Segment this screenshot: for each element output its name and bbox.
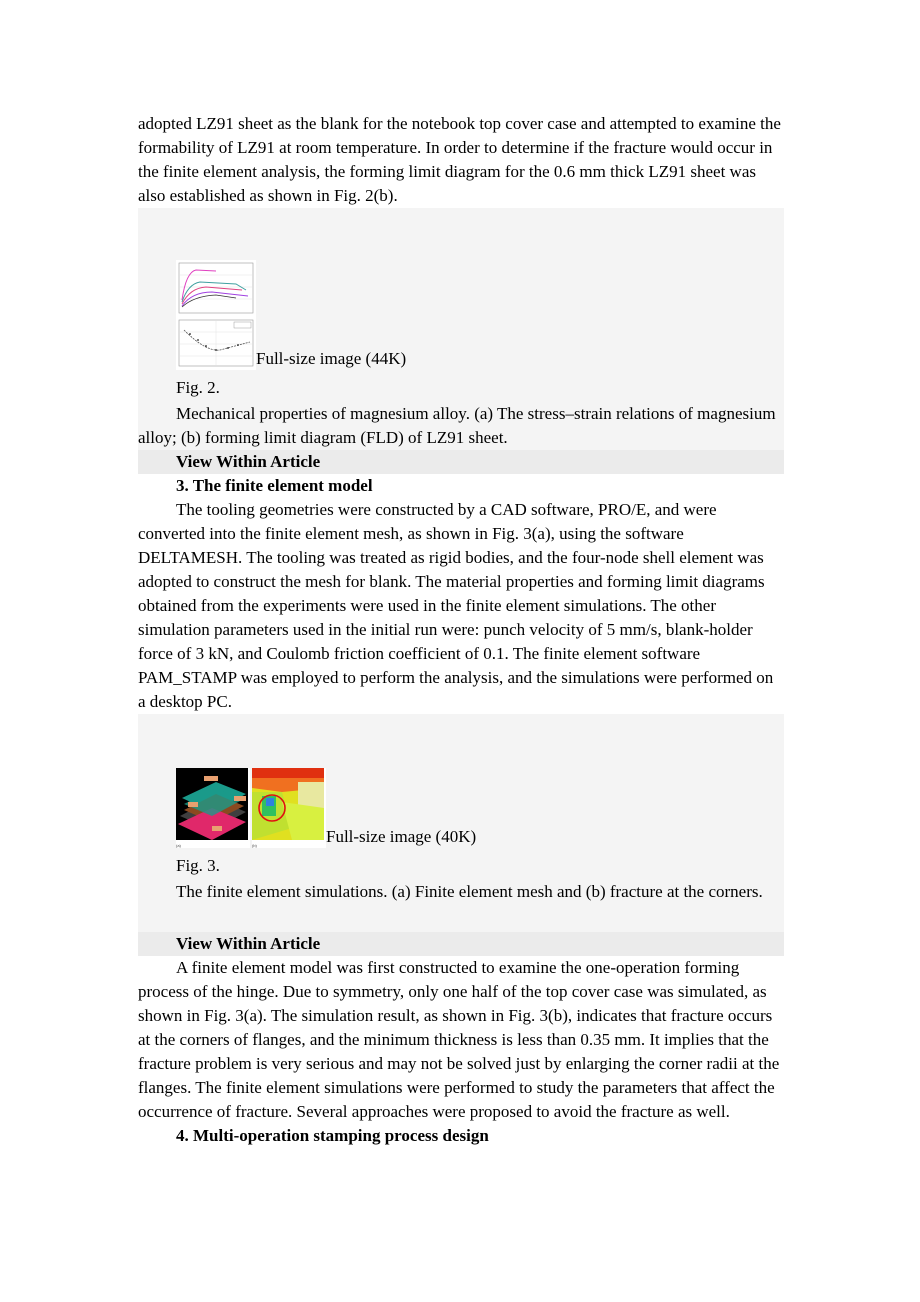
svg-text:(a): (a) [176,843,181,848]
figure-2-label: Fig. 2. [176,378,220,397]
figure-2-thumbnail[interactable] [176,260,256,370]
section-3-heading: 3. The finite element model [176,476,373,495]
section-4-heading: 4. Multi-operation stamping process design [176,1126,489,1145]
article-page [138,112,784,1148]
figure-3-box [138,714,784,932]
intro-paragraph: adopted LZ91 sheet as the blank for the notebook top cover case and attempted to examine the formability of LZ91 at room temperature. In order to determine if the fracture would occur in the finite element analysis, the forming limit diagram for the 0.6 mm thick LZ91 sheet was also established as shown in Fig. 2(b). [138,114,781,205]
figure-3b-thumbnail[interactable] [252,768,326,848]
figure-2-caption: Mechanical properties of magnesium alloy. (a) The stress–strain relations of magnesium alloy; (b) forming limit diagram (FLD) of LZ91 sheet. [138,404,776,447]
figure-2-box [138,208,784,450]
figure-3a-thumbnail[interactable] [176,768,250,848]
svg-text:(b): (b) [252,843,257,848]
figure-3-caption: The finite element simulations. (a) Finite element mesh and (b) fracture at the corners. [176,882,763,901]
figure-2-view-within-article[interactable]: View Within Article [138,450,784,474]
figure-3-label: Fig. 3. [176,856,220,875]
section-3-paragraph: The tooling geometries were constructed by a CAD software, PRO/E, and were converted into the finite element mesh, as shown in Fig. 3(a), using the software DELTAMESH. The tooling was treated as rigid bodies, and the four-node shell element was adopted to construct the mesh for blank. The material properties and forming limit diagrams obtained from the experiments were used in the finite element simulations. The other simulation parameters used in the initial run were: punch velocity of 5 mm/s, blank-holder force of 3 kN, and Coulomb friction coefficient of 0.1. The finite element software PAM_STAMP was employed to perform the analysis, and the simulations were performed on a desktop PC. [138,500,774,711]
figure-3-fullsize-link[interactable]: Full-size image (40K) [326,827,477,846]
paragraph-after-figure-3: A finite element model was first constructed to examine the one-operation forming process of the hinge. Due to symmetry, only one half of the top cover case was simulated, as shown in Fig. 3(a). The simulation result, as shown in Fig. 3(b), indicates that fracture occurs at the corners of flanges, and the minimum thickness is less than 0.35 mm. It implies that the fracture problem is very serious and may not be solved just by enlarging the corner radii at the flanges. The finite element simulations were performed to study the parameters that affect the occurrence of fracture. Several approaches were proposed to avoid the fracture as well. [138,958,780,1121]
figure-3-view-within-article[interactable]: View Within Article [138,932,784,956]
figure-2-fullsize-link[interactable]: Full-size image (44K) [256,349,407,368]
